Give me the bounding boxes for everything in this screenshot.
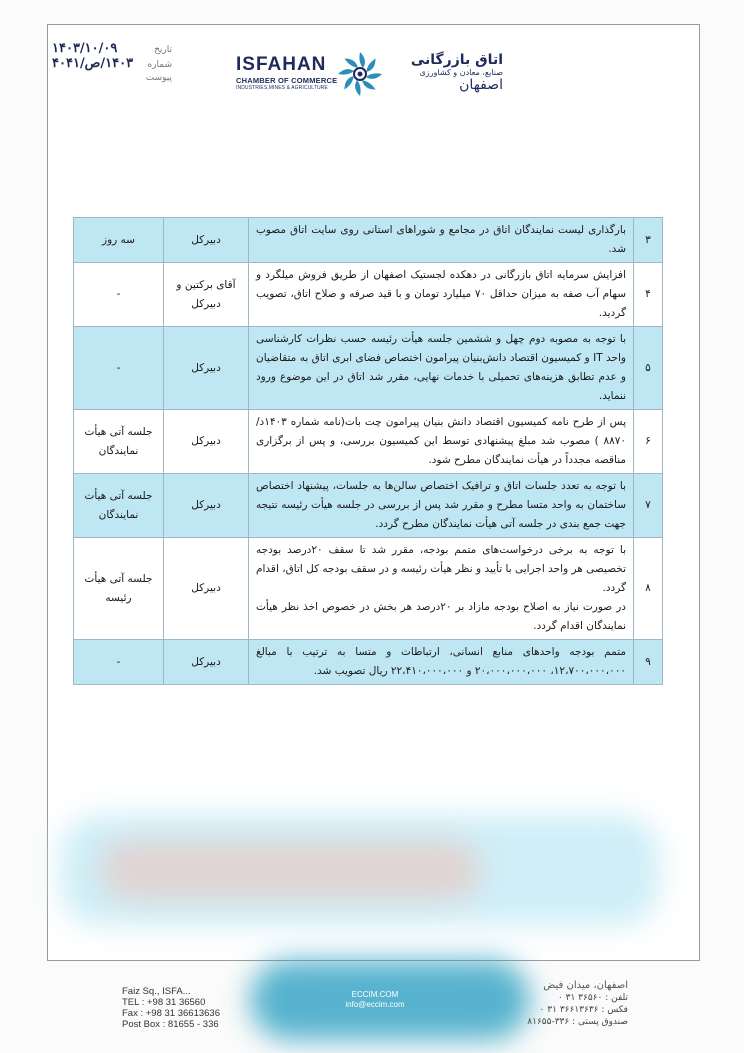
logo-en-line3: INDUSTRIES,MINES & AGRICULTURE [236,85,328,91]
row-description-text: افزایش سرمایه اتاق بازرگانی در دهکده لجستیک اصفهان از طریق فروش میلگرد و سهام آب صفه به میزان حداقل ۷۰ میلیارد تومان و با قید صرفه و صلاح اتاق، تصویب گردید. [256,269,626,319]
table-row [74,327,663,410]
date-label: تاریخ [154,45,172,55]
row-deadline: - [74,327,164,410]
row-description [249,263,634,327]
row-number: ۹ [634,640,663,685]
footer-contact-en [122,986,220,1030]
row-deadline: - [74,640,164,685]
footer-tel-fa: تلفن : ۳۶۵۶۰ ۳۱ ۰ [557,993,628,1003]
row-description [249,640,634,685]
footer-pobox-en: Post Box : 81655 - 336 [122,1019,219,1030]
footer-fax-fa: فکس : ۳۶۶۱۳۶۳۶ ۳۱ ۰ [539,1005,628,1015]
row-description-text: با توجه به مصوبه دوم چهل و ششمین جلسه هیأت رئیسه حسب نظرات کارشناسی واحد IT و کمیسیون اقتصاد دانش‌بنیان پیرامون اختصاص فضای ابری اتاق به متقاضیان و عدم تطابق هزینه‌های تحمیلی با خدمات نهایی، مقرر شد اتاق در این موضوع ورود ننماید. [256,333,626,402]
footer-web [330,990,420,1010]
blurred-region [100,840,480,900]
footer-address-en: Faiz Sq., ISFA... [122,986,191,997]
row-responsible: دبیرکل [164,218,249,263]
logo-en-line2: CHAMBER OF COMMERCE [236,76,338,85]
footer-pobox-fa: صندوق پستی : ۳۳۶-۸۱۶۵۵ [527,1017,628,1027]
logo-fa-line3: اصفهان [459,77,503,93]
row-description-text: با توجه به تعدد جلسات اتاق و ترافیک اختصاص سالن‌ها به جلسات، پیشنهاد اختصاص ساختمان به واحد متسا مطرح و مقرر شد پس از بررسی در جلسه هیأت رئیسه نتیجه جهت جمع بندی در جلسه آتی هیأت نمایندگان مطرح گردد. [256,480,626,530]
logo-en-line1: ISFAHAN [236,54,327,75]
row-number: ۶ [634,410,663,474]
row-deadline: جلسه آتی هیأت رئیسه [74,538,164,640]
row-responsible: آقای برکتین و دبیرکل [164,263,249,327]
row-description-text: پس از طرح نامه کمیسیون اقتصاد دانش بنیان پیرامون چت بات(نامه شماره ۱۴۰۳د/۸۸۷۰ ) مصوب شد مبلغ پیشنهادی توسط این کمیسیون بررسی، و پس از برگزاری مناقصه مجدداً در هیأت نمایندگان مطرح شود. [256,416,626,466]
row-description-text: با توجه به برخی درخواست‌های متمم بودجه، مقرر شد تا سقف ۲۰درصد بودجه تخصیصی هر واحد اجرایی با تأیید و نظر هیأت رئیسه و در سقف بودجه کل اتاق، اقدام گردد. [256,544,627,594]
number-label: شماره [147,60,172,70]
number-value: ۱۴۰۳/ص/۴۰۴۱ [52,56,134,71]
footer-website[interactable]: ECCIM.COM [351,990,399,999]
footer-tel-en: TEL : +98 31 36560 [122,997,206,1008]
footer-fax-en: Fax : +98 31 36613636 [122,1008,220,1019]
table-row [74,474,663,538]
attachment-label: پیوست [145,73,172,83]
logo-fa-line1: اتاق بازرگانی [410,52,503,68]
row-description [249,218,634,263]
row-description-text: بارگذاری لیست نمایندگان اتاق در مجامع و شوراهای استانی روی سایت اتاق مصوب شد. [256,224,626,255]
row-number: ۴ [634,263,663,327]
row-deadline: جلسه آتی هیأت نمایندگان [74,410,164,474]
row-responsible: دبیرکل [164,538,249,640]
row-description [249,327,634,410]
row-responsible: دبیرکل [164,327,249,410]
row-number: ۷ [634,474,663,538]
table-row [74,218,663,263]
logo-fa-line2: صنایع، معادن و کشاورزی [419,68,503,77]
row-deadline: سه روز [74,218,164,263]
row-responsible: دبیرکل [164,410,249,474]
table-row [74,640,663,685]
letter-meta [52,42,172,85]
row-number: ۵ [634,327,663,410]
row-description [249,538,634,640]
footer-email[interactable]: info@eccim.com [345,1000,405,1009]
row-description [249,410,634,474]
row-deadline: جلسه آتی هیأت نمایندگان [74,474,164,538]
table-row [74,538,663,640]
row-description [249,474,634,538]
row-number: ۳ [634,218,663,263]
row-responsible: دبیرکل [164,474,249,538]
logo-english [236,54,348,91]
row-number: ۸ [634,538,663,640]
table-row [74,263,663,327]
footer-address-fa: اصفهان، میدان فیض [543,980,628,991]
row-description-text: در صورت نیاز به اصلاح بودجه مازاد بر ۲۰درصد هر بخش در خصوص اخذ نظر هیأت نمایندگان اقدام گردد. [256,601,626,632]
table-row [74,410,663,474]
row-description-text: متمم بودجه واحدهای منابع انسانی، ارتباطات و متسا به ترتیب با مبالغ ۱۲،۷۰۰،۰۰۰،۰۰۰، ۲۰،۰۰۰،۰۰۰،۰۰۰ و ۲۲،۴۱۰،۰۰۰،۰۰۰ ریال تصویب شد. [256,646,626,677]
row-deadline: - [74,263,164,327]
chamber-logo-icon [336,50,384,98]
date-value: ۱۴۰۳/۱۰/۰۹ [52,41,118,56]
logo-persian [395,52,503,93]
footer-contact-fa [508,980,628,1028]
row-responsible: دبیرکل [164,640,249,685]
minutes-table [73,217,663,685]
